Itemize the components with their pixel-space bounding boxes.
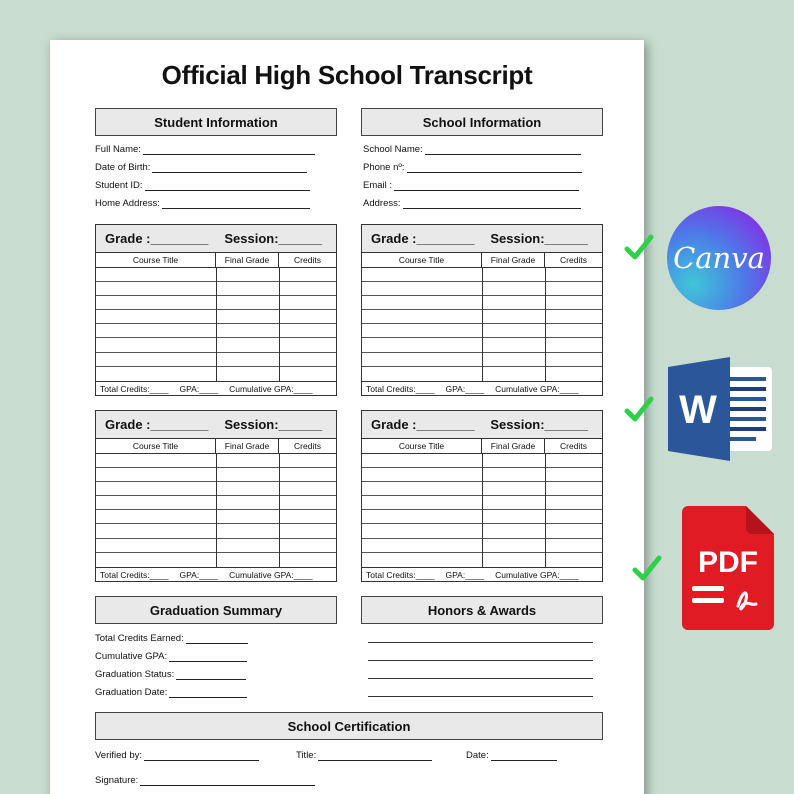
graduation-status-field[interactable]: Graduation Status:	[95, 669, 246, 680]
course-rows[interactable]	[96, 454, 336, 567]
cumulative-gpa: Cumulative GPA:____	[495, 569, 579, 580]
dob-field[interactable]: Date of Birth:	[95, 162, 307, 173]
honors-line[interactable]	[368, 678, 593, 679]
email-field[interactable]: Email :	[363, 180, 579, 191]
honors-awards-header: Honors & Awards	[361, 596, 603, 624]
term-table	[361, 410, 603, 582]
col-credits: Credits	[560, 255, 587, 265]
grade-label[interactable]: Grade :________	[371, 417, 475, 432]
graduation-summary-header: Graduation Summary	[95, 596, 337, 624]
course-rows[interactable]	[362, 454, 602, 567]
session-label[interactable]: Session:______	[224, 231, 322, 246]
student-id-field[interactable]: Student ID:	[95, 180, 310, 191]
full-name-field[interactable]: Full Name:	[95, 144, 315, 155]
col-course-title: Course Title	[96, 439, 216, 453]
phone-field[interactable]: Phone nº:	[363, 162, 582, 173]
total-credits-earned-field[interactable]: Total Credits Earned:	[95, 633, 248, 644]
total-credits: Total Credits:____	[366, 569, 435, 580]
session-label[interactable]: Session:______	[490, 417, 588, 432]
gpa: GPA:____	[445, 569, 485, 580]
grade-label[interactable]: Grade :________	[105, 417, 209, 432]
col-final-grade: Final Grade	[216, 439, 279, 453]
col-course-title: Course Title	[362, 439, 482, 453]
word-logo-icon	[668, 357, 774, 461]
verified-by-field[interactable]: Verified by:	[95, 750, 259, 761]
honors-line[interactable]	[368, 696, 593, 697]
pdf-logo-icon	[682, 506, 774, 630]
grade-label[interactable]: Grade :________	[371, 231, 475, 246]
honors-line[interactable]	[368, 660, 593, 661]
term-table	[95, 410, 337, 582]
word-letter: W	[679, 388, 717, 432]
canva-logo-icon: Canva	[667, 206, 771, 310]
session-label[interactable]: Session:______	[490, 231, 588, 246]
col-course-title: Course Title	[362, 253, 482, 267]
school-info-header: School Information	[361, 108, 603, 136]
term-table	[95, 224, 337, 396]
address-field[interactable]: Address:	[363, 198, 581, 209]
check-icon	[624, 394, 654, 424]
cumulative-gpa: Cumulative GPA:____	[229, 569, 313, 580]
school-certification-header: School Certification	[95, 712, 603, 740]
honors-line[interactable]	[368, 642, 593, 643]
col-final-grade: Final Grade	[482, 253, 545, 267]
home-address-field[interactable]: Home Address:	[95, 198, 310, 209]
cumulative-gpa-field[interactable]: Cumulative GPA:	[95, 651, 247, 662]
term-table	[361, 224, 603, 396]
total-credits: Total Credits:____	[366, 383, 435, 394]
check-icon	[632, 553, 662, 583]
course-rows[interactable]	[362, 268, 602, 381]
gpa: GPA:____	[179, 383, 219, 394]
total-credits: Total Credits:____	[100, 383, 169, 394]
col-final-grade: Final Grade	[216, 253, 279, 267]
total-credits: Total Credits:____	[100, 569, 169, 580]
gpa: GPA:____	[445, 383, 485, 394]
col-credits: Credits	[560, 441, 587, 451]
col-credits: Credits	[294, 255, 321, 265]
course-rows[interactable]	[96, 268, 336, 381]
pdf-label: PDF	[698, 546, 758, 579]
title-field[interactable]: Title:	[296, 750, 432, 761]
gpa: GPA:____	[179, 569, 219, 580]
grade-label[interactable]: Grade :________	[105, 231, 209, 246]
date-field[interactable]: Date:	[466, 750, 557, 761]
signature-field[interactable]: Signature:	[95, 775, 315, 786]
school-name-field[interactable]: School Name:	[363, 144, 581, 155]
student-info-header: Student Information	[95, 108, 337, 136]
col-course-title: Course Title	[96, 253, 216, 267]
col-final-grade: Final Grade	[482, 439, 545, 453]
page-title: Official High School Transcript	[161, 60, 533, 90]
col-credits: Credits	[294, 441, 321, 451]
graduation-date-field[interactable]: Graduation Date:	[95, 687, 247, 698]
cumulative-gpa: Cumulative GPA:____	[229, 383, 313, 394]
session-label[interactable]: Session:______	[224, 417, 322, 432]
check-icon	[624, 232, 654, 262]
cumulative-gpa: Cumulative GPA:____	[495, 383, 579, 394]
transcript-page	[50, 40, 644, 794]
